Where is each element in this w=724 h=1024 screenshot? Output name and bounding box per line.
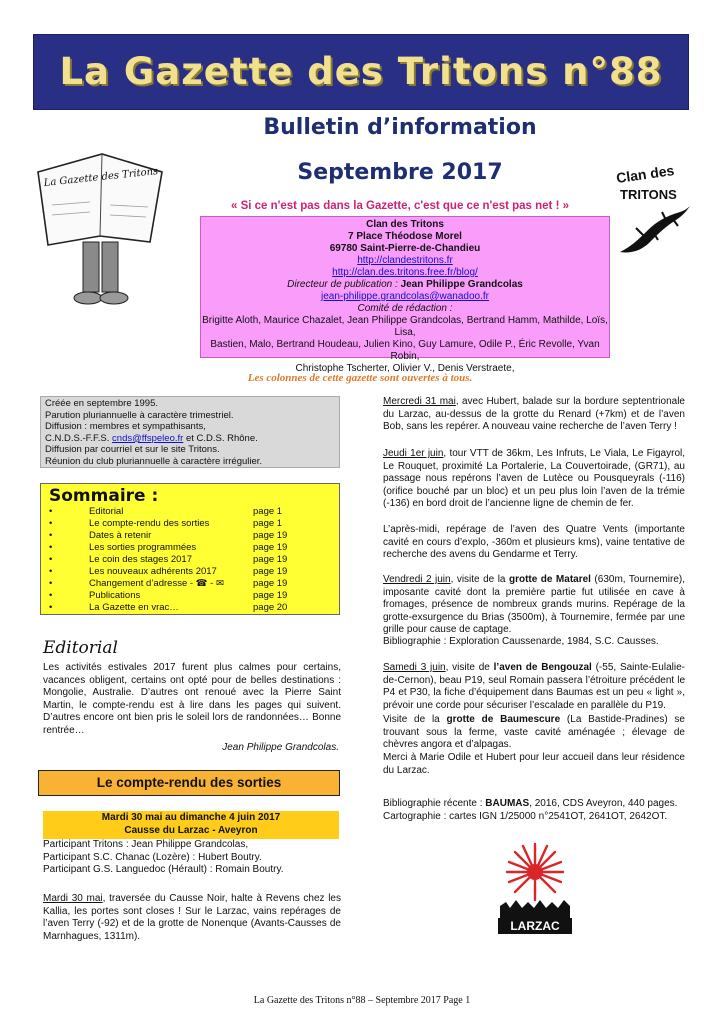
editorial-text: Les activités estivales 2017 furent plus calmes pour certains, vacances obligent, certains ont opté pour de belles destinations : Mongolie, Australie. D’autres ont renoué avec la Pierre Saint Martin, le compte-rendu est à lire dans les pages qui suivent. D’autres encore ont bien pris le soleil lors de randonnées… Bonne rentrée…: [43, 662, 341, 736]
report-paragraph-thursday: Jeudi 1er juin, tour VTT de 36km, Les Infruts, Le Viala, Le Figayrol, Le Rouquet, proximité La Portalerie, La Couvertoirade, (GR71), au passage nous repérons l’aven de Lutèce ou Pousqueyrals (-116) (orifice bouché par un bloc) et un peu plus loin l’aven de la trémie (-136) en bord droit de l’ancienne ligne de chemin de fer.: [383, 448, 686, 510]
toc-item[interactable]: • Publications page 19: [49, 590, 288, 601]
gazette-motto: « Si ce n'est pas dans la Gazette, c'est que ce n'est pas net ! »: [230, 200, 569, 212]
sommaire-title: Sommaire :: [49, 486, 159, 506]
report-bibliography-friday: Bibliographie : Exploration Caussenarde, 1984, S.C. Causses.: [383, 636, 659, 647]
logo-right-text-2: TRITONS: [620, 187, 677, 202]
gazette-info-box: [40, 396, 340, 468]
masthead-banner: [33, 34, 689, 110]
participants-list: [43, 839, 341, 877]
logo-left-text: La Gazette des Tritons: [43, 166, 159, 189]
logo-right-text-1: Clan des: [615, 162, 676, 186]
report-paragraph-friday: Vendredi 2 juin, visite de la grotte de Matarel (630m, Tournemire), imposante cavité dont la première partie fut utilisée en cave à fromages, présence de nombreux grands murins. Repérage de la grotte-exsurgence du Brias (3500m), à Tournemire, fermée par une grille pour cause de captage.: [383, 574, 685, 636]
toc-item[interactable]: • Les sorties programmées page 19: [49, 542, 288, 553]
larzac-label: LARZAC: [510, 919, 560, 933]
report-thanks: Merci à Marie Odile et Hubert pour leur accueil dans leur résidence du Larzac.: [383, 752, 685, 776]
committee-line-1: Brigitte Aloth, Maurice Chazalet, Jean Philippe Grandcolas, Bertrand Hamm, Mathilde, Loïs, Lisa,: [202, 315, 608, 338]
page-footer: La Gazette des Tritons n°88 – Septembre 2017 Page 1: [253, 995, 471, 1006]
toc-item[interactable]: • Les nouveaux adhérents 2017 page 19: [49, 566, 288, 577]
committee-line-2: Bastien, Malo, Bertrand Houdeau, Julien Kino, Guy Lamure, Odile P., Éric Revolle, Yvan Robin,: [210, 339, 600, 362]
clan-address-line1: 7 Place Théodose Morel: [348, 231, 462, 242]
report-day: Mardi 30 mai: [43, 893, 103, 904]
info-line-6: Réunion du club pluriannuelle à caractère irrégulier.: [45, 455, 263, 467]
info-line-5: Diffusion par courriel et sur le site Tritons.: [45, 444, 220, 456]
trip-location: Causse du Larzac - Aveyron: [124, 825, 258, 836]
toc-item[interactable]: • Dates à retenir page 19: [49, 530, 288, 541]
toc-item[interactable]: • Le coin des stages 2017 page 19: [49, 554, 288, 565]
report-bibliography: Bibliographie récente : BAUMAS, 2016, CDS Aveyron, 440 pages.: [383, 798, 678, 809]
issue-date: Septembre 2017: [297, 160, 503, 185]
report-paragraph-baumescure: Visite de la grotte de Baumescure (La Bastide-Pradines) se trouvant sous la ferme, vaste cavité aménagée ; élevage de chèvres angora et d’alpagas.: [383, 714, 685, 751]
larzac-logo: [490, 838, 580, 938]
participant-line: Participant G.S. Languedoc (Hérault) : Romain Boutry.: [43, 864, 284, 875]
info-line-3: Diffusion : membres et sympathisants,: [45, 421, 206, 433]
director-name: Jean Philippe Grandcolas: [400, 279, 523, 290]
info-line-1: Créée en septembre 1995.: [45, 398, 159, 409]
report-paragraph-saturday: Samedi 3 juin, visite de l’aven de Bengouzal (-55, Sainte-Eulalie-de-Cernon), beau P19, seul Romain passera l’étroiture précédent le P4 et P30, la fiche d’équipement dans Baumas est un peu « light », prévoir une corde pour sécuriser l’escalade en parallèle du P19.: [383, 662, 685, 711]
gazette-reader-logo: [30, 150, 170, 315]
trip-header-box: [43, 811, 339, 839]
report-paragraph-wednesday: Mercredi 31 mai, avec Hubert, balade sur la bordure septentrionale du Larzac, au-dessus de la grotte du Renard (+7km) et de l’aven Bob, sans les repérer. A nouveau vaine recherche de l’aven Terry !: [383, 396, 685, 433]
info-line-4a: C.N.D.S.-F.F.S.: [45, 432, 113, 444]
compte-rendu-title: Le compte-rendu des sorties: [38, 770, 340, 796]
report-paragraph-thursday-afternoon: L’après-midi, repérage de l’aven des Quatre Vents (importante cavité en cours d’explo, -360m et plusieurs kms), vaine tentative de recherche des avens du Gendarme et Terry.: [383, 524, 685, 561]
toc-item[interactable]: • La Gazette en vrac… page 20: [49, 602, 288, 613]
columns-open-note: Les colonnes de cette gazette sont ouvertes à tous.: [247, 372, 473, 384]
toc-item[interactable]: • Le compte-rendu des sorties page 1: [49, 518, 283, 529]
committee-line-3: Christophe Tscherter, Olivier V., Denis Verstraete,: [295, 363, 515, 374]
bulletin-subtitle: Bulletin d’information: [263, 115, 537, 140]
table-of-contents: [40, 483, 340, 615]
gazette-title: La Gazette des Tritons n°88: [59, 50, 663, 93]
toc-item[interactable]: • Changement d’adresse - ☎ - ✉ page 19: [49, 578, 288, 589]
director-label: Directeur de publication :: [287, 279, 401, 290]
clan-name: Clan des Tritons: [366, 219, 444, 230]
committee-label: Comité de rédaction :: [357, 303, 453, 314]
director-email-link[interactable]: jean-philippe.grandcolas@wanadoo.fr: [320, 291, 490, 302]
info-line-4b: et C.D.S. Rhône.: [183, 432, 258, 444]
info-line-2: Parution pluriannuelle à caractère trimestriel.: [45, 409, 234, 421]
participant-line: Participant S.C. Chanac (Lozère) : Hubert Boutry.: [43, 851, 262, 863]
trip-dates: Mardi 30 mai au dimanche 4 juin 2017: [101, 812, 281, 823]
clan-website-link[interactable]: http://clandestritons.fr: [357, 255, 453, 266]
report-cartography: Cartographie : cartes IGN 1/25000 n°2541OT, 2641OT, 2642OT.: [383, 811, 668, 822]
clan-contact-box: [200, 216, 610, 374]
clan-address-line2: 69780 Saint-Pierre-de-Chandieu: [329, 243, 481, 254]
editorial-title: Editorial: [43, 638, 118, 658]
clan-blog-link[interactable]: http://clan.des.tritons.free.fr/blog/: [332, 267, 478, 278]
report-paragraph-tuesday: Mardi 30 mai, traversée du Causse Noir, halte à Revens chez les Kallia, les portes sont closes ! Sur le Larzac, vains repérages de l’aven Terry (-92) et de la grotte de Nonenque (Avants-Causses de Marnhagues, 1311m).: [43, 893, 341, 942]
editorial-signature: Jean Philippe Grandcolas.: [222, 742, 339, 753]
cnds-email-link[interactable]: cnds@ffspeleo.fr: [112, 432, 184, 444]
toc-item[interactable]: • Editorial page 1: [49, 506, 283, 517]
participant-line: Participant Tritons : Jean Philippe Grandcolas,: [43, 839, 249, 850]
